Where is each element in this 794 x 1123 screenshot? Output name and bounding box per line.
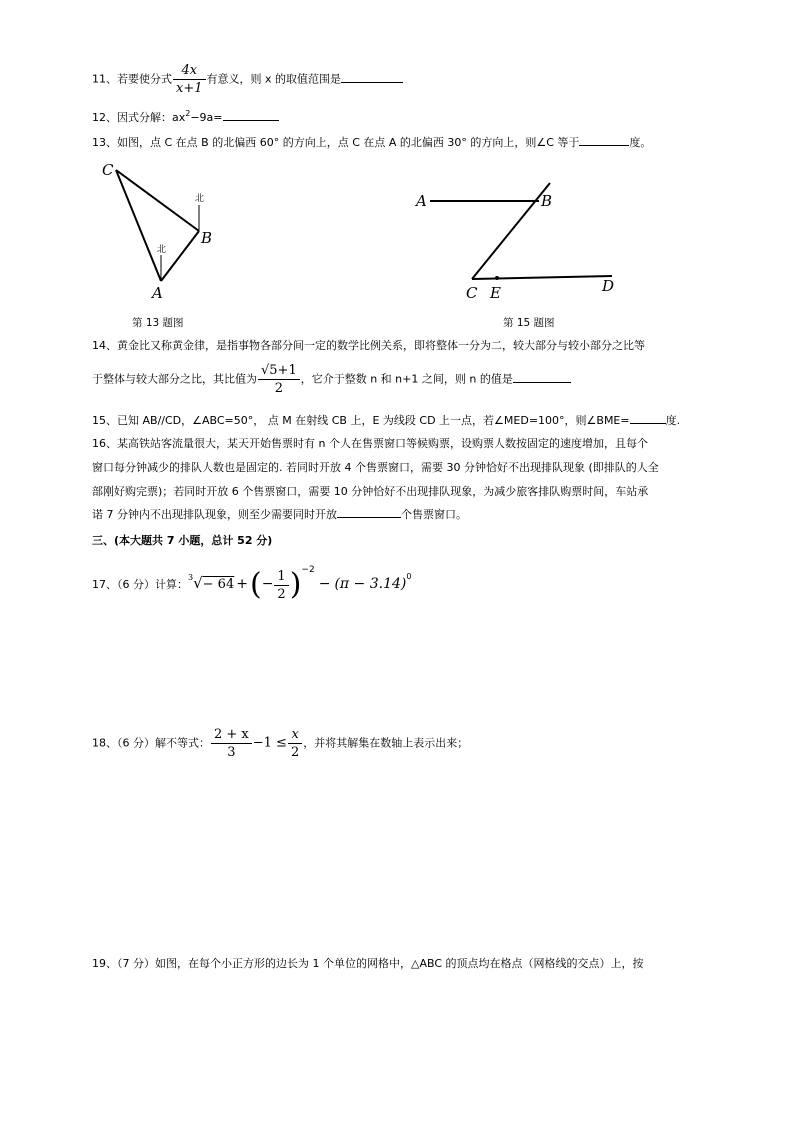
q15-text: 15、已知 AB//CD，∠ABC=50°， 点 M 在射线 CB 上，E 为线段 CD 上一点，若∠MED=100°，则∠BME= — [92, 414, 630, 427]
q14-frac-denominator: 2 — [274, 381, 283, 396]
fig15-caption: 第 15 题图 — [503, 317, 555, 329]
question-11 — [92, 64, 403, 95]
q14-fraction — [258, 364, 300, 395]
fig15-label-e: E — [490, 284, 501, 302]
q18-fraction-2 — [288, 728, 302, 759]
q14-line-2-suffix: ，它介于整数 n 和 n+1 之间，则 n 的值是 — [300, 372, 513, 386]
question-18 — [92, 728, 468, 759]
q17-exponent-1: −2 — [301, 565, 315, 575]
fig15-label-a: A — [416, 192, 427, 210]
q18-frac1-numerator: 2 + x — [211, 728, 252, 744]
q14-frac-numerator: √5+1 — [258, 364, 300, 380]
q17-minus: − — [318, 576, 331, 592]
question-16-line-4 — [92, 509, 467, 520]
q16-line-1: 16、某高铁站客流量很大，某天开始售票时有 n 个人在售票窗口等候购票，设购票人数按固定的速度增加，且每个 — [92, 437, 648, 450]
q17-fraction — [274, 570, 288, 601]
figure-15 — [410, 170, 625, 305]
fig13-segment-ab — [161, 231, 199, 281]
q11-suffix: 有意义，则 x 的取值范围是 — [206, 72, 342, 86]
question-13 — [92, 137, 651, 148]
q18-frac2-numerator: x — [288, 728, 302, 744]
question-17 — [92, 566, 411, 601]
fig15-label-d: D — [602, 277, 615, 295]
q17-root-index: 3 — [188, 573, 194, 582]
q18-suffix: ，并将其解集在数轴上表示出来； — [303, 736, 469, 750]
q12-suffix: −9a= — [190, 111, 223, 124]
fig13-label-c: C — [102, 161, 114, 179]
question-12 — [92, 110, 279, 123]
q11-fraction — [173, 64, 206, 95]
q16-line-3: 部刚好购完票)；若同时开放 6 个售票窗口，需要 10 分钟恰好不出现排队现象，为减少旅客排队购票时间，车站承 — [92, 485, 649, 498]
q11-answer-blank — [341, 82, 403, 83]
fig13-caption: 第 13 题图 — [132, 317, 184, 329]
q16-line-4-suffix: 个售票窗口。 — [401, 508, 467, 521]
q17-parenthesized-term: (π − 3.14) — [334, 576, 407, 592]
q11-prefix: 11、若要使分式 — [92, 72, 172, 86]
figure-13 — [92, 155, 232, 305]
question-16-line-2 — [92, 462, 659, 473]
q17-exponent-2: 0 — [406, 572, 412, 581]
q18-frac1-denominator: 3 — [227, 745, 236, 760]
question-16-line-1 — [92, 438, 648, 449]
q17-radicand: − 64 — [202, 577, 235, 592]
fig13-label-b: B — [201, 229, 213, 247]
q14-line-1: 14、黄金比又称黄金律，是指事物各部分间一定的数学比例关系，即将整体一分为二，较大部分与较小部分之比等 — [92, 339, 645, 352]
q17-negative-sign: − — [261, 576, 274, 592]
q16-answer-blank — [337, 517, 401, 518]
q13-answer-blank — [579, 145, 629, 146]
radical-sign-icon: √ — [193, 574, 203, 592]
q17-plus: + — [236, 576, 248, 592]
q18-middle: −1 ≤ — [252, 735, 287, 751]
q15-answer-blank — [630, 423, 666, 424]
question-15 — [92, 415, 680, 426]
q17-frac-numerator: 1 — [274, 570, 288, 586]
q15-unit: 度. — [665, 414, 681, 427]
question-14-line-1 — [92, 340, 645, 351]
q14-answer-blank — [513, 382, 571, 383]
fig13-north-label-a: 北 — [157, 245, 167, 255]
fig15-label-c: C — [466, 284, 478, 302]
question-16-line-3 — [92, 486, 648, 497]
q11-frac-numerator: 4x — [173, 64, 206, 80]
fig13-label-a: A — [152, 284, 163, 302]
q12-answer-blank — [223, 120, 279, 121]
q12-exponent: 2 — [185, 109, 191, 118]
q18-prefix: 18、（6 分）解不等式： — [92, 736, 210, 750]
question-19 — [92, 958, 644, 969]
q13-unit: 度。 — [629, 136, 652, 149]
q11-frac-denominator: x+1 — [176, 81, 203, 96]
fig15-point-e — [495, 276, 499, 280]
q17-left-paren: ( — [249, 567, 262, 602]
q16-line-2: 窗口每分钟减少的排队人数也是固定的. 若同时开放 4 个售票窗口，需要 30 分钟恰好不出现排队现象 (即排队的人全 — [92, 461, 659, 474]
q14-line-2-prefix: 于整体与较大部分之比，其比值为 — [92, 372, 257, 386]
fig15-ray-cb — [472, 183, 553, 279]
q18-frac2-denominator: 2 — [290, 745, 300, 760]
q13-text: 13、如图，点 C 在点 B 的北偏西 60° 的方向上，点 C 在点 A 的北偏西 30° 的方向上，则∠C 等于 — [92, 136, 580, 149]
q17-right-paren: ) — [289, 567, 302, 602]
q19-text: 19、（7 分）如图，在每个小正方形的边长为 1 个单位的网格中，△ABC 的顶点均在格点（网格线的交点）上，按 — [92, 957, 644, 970]
fig13-north-label-b: 北 — [195, 194, 205, 204]
q16-line-4-prefix: 诺 7 分钟内不出现排队现象，则至少需要同时开放 — [92, 508, 337, 521]
fig15-label-b: B — [541, 192, 553, 210]
q18-fraction-1 — [211, 728, 252, 759]
q17-prefix: 17、（6 分）计算： — [92, 578, 188, 591]
question-14-line-2 — [92, 364, 571, 395]
section-3-heading: 三、(本大题共 7 小题，总计 52 分) — [92, 534, 273, 547]
q12-prefix: 12、因式分解：ax — [92, 111, 186, 124]
q17-frac-denominator: 2 — [277, 586, 286, 602]
fig15-segment-cd — [472, 276, 612, 279]
